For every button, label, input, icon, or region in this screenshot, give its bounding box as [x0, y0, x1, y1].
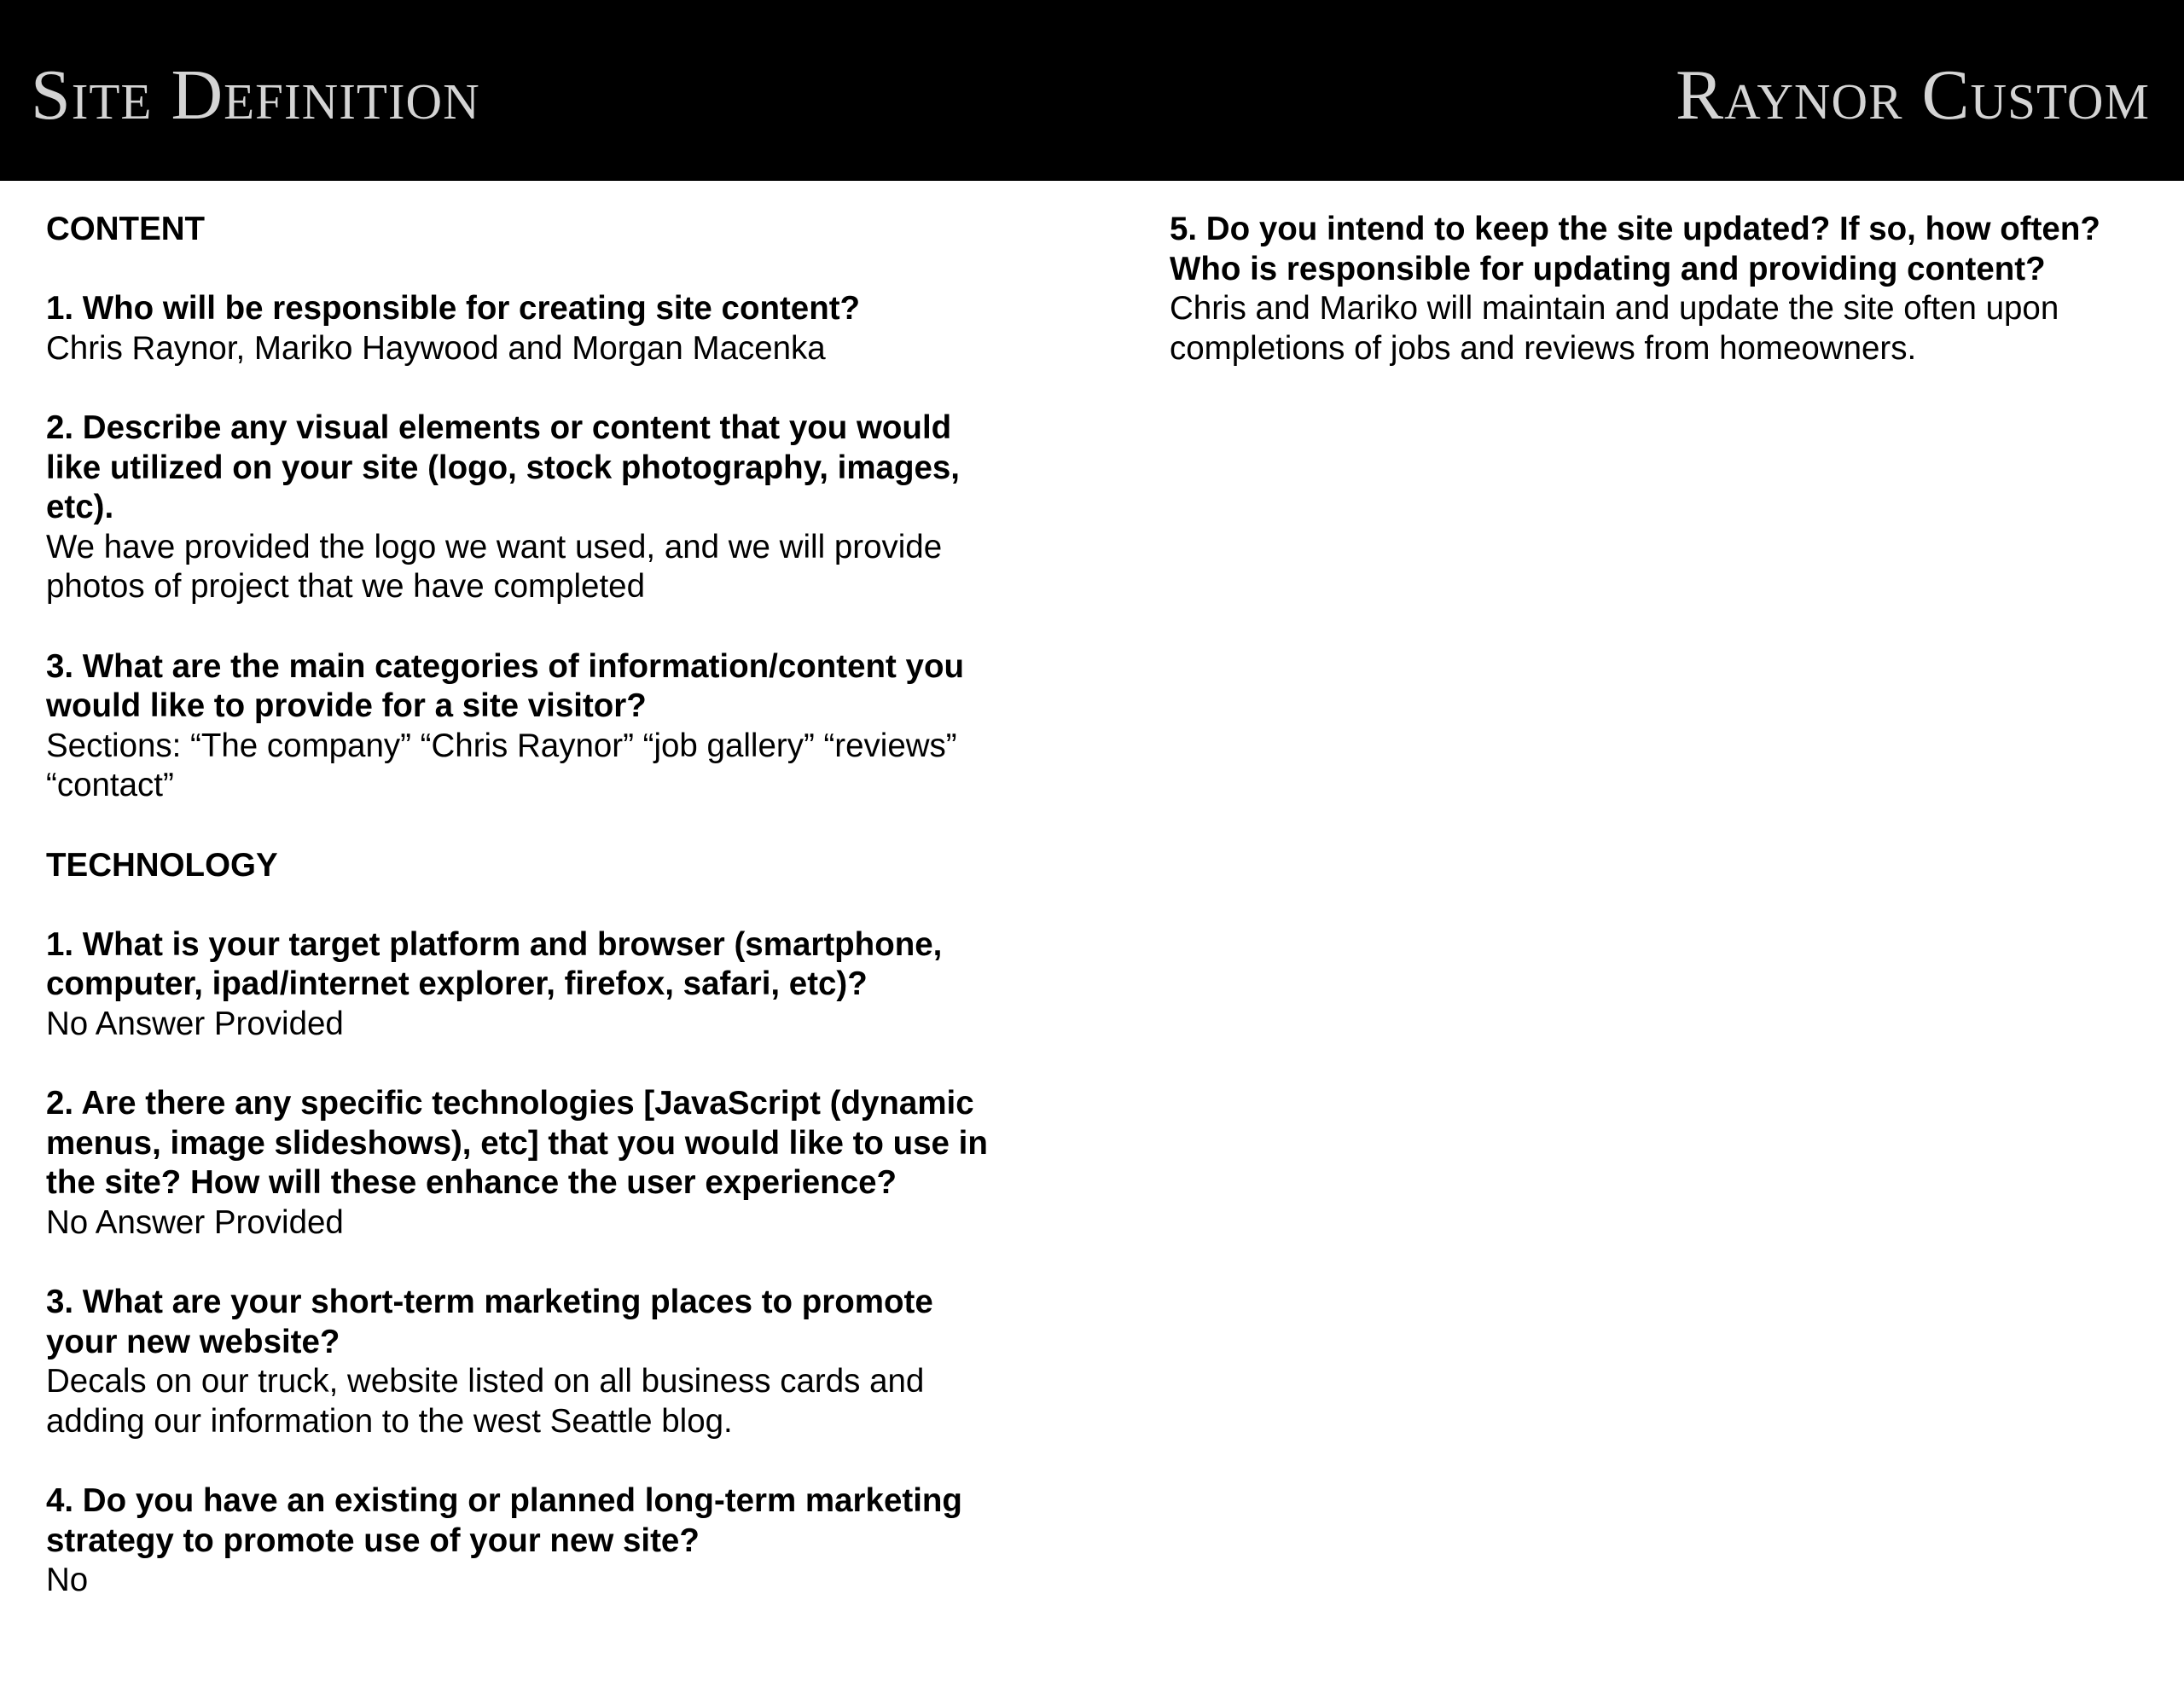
technology-section-heading: TECHNOLOGY — [46, 846, 278, 884]
question-text: 3. What are your short-term marketing places to promote your new website? — [46, 1284, 933, 1360]
answer-text: No — [46, 1562, 89, 1599]
page-title: Site Definition — [31, 55, 480, 135]
question-text: 1. Who will be responsible for creating site content? — [46, 290, 861, 328]
question-text: 1. What is your target platform and browser (smartphone, computer, ipad/internet explorer, firefox, safari, etc)? — [46, 925, 943, 1003]
answer-text: Chris and Mariko will maintain and update the site often upon completions of jobs and reviews from homeowners. — [1170, 290, 2059, 367]
technology-question-4 — [46, 1481, 1010, 1601]
technology-question-2 — [46, 1084, 1010, 1243]
answer-text: No Answer Provided — [46, 1005, 344, 1042]
answer-text: We have provided the logo we want used, and we will provide photos of project that we have completed — [46, 528, 943, 606]
answer-text: Decals on our truck, website listed on all business cards and adding our information to the west Seattle blog. — [46, 1363, 925, 1440]
question-text: 4. Do you have an existing or planned long-term marketing strategy to promote use of your new site? — [46, 1482, 962, 1559]
question-text: 5. Do you intend to keep the site updated? If so, how often? Who is responsible for updating and providing content? — [1170, 211, 2100, 287]
question-text: 2. Describe any visual elements or content that you would like utilized on your site (logo, stock photography, images, etc). — [46, 409, 961, 526]
content-section-heading: CONTENT — [46, 211, 206, 247]
answer-text: Sections: “The company” “Chris Raynor” “job gallery” “reviews” “contact” — [46, 727, 957, 804]
content-question-3 — [46, 647, 1010, 806]
right-column — [1170, 210, 2159, 409]
answer-text: Chris Raynor, Mariko Haywood and Morgan Macenka — [46, 329, 826, 367]
content-question-2 — [46, 409, 1010, 607]
technology-question-3 — [46, 1283, 1010, 1441]
client-name: Raynor Custom — [1676, 55, 2150, 135]
question-text: 3. What are the main categories of information/content you would like to provide for a site visitor? — [46, 647, 965, 725]
answer-text: No Answer Provided — [46, 1203, 344, 1241]
header-bar — [0, 0, 2184, 181]
technology-question-1 — [46, 925, 1010, 1045]
technology-question-5 — [1170, 210, 2159, 368]
content-question-1 — [46, 289, 1010, 368]
left-column — [46, 210, 1010, 1640]
question-text: 2. Are there any specific technologies [JavaScript (dynamic menus, image slideshows), etc] that you would like to use in the site? How will these enhance the user experience? — [46, 1085, 988, 1202]
